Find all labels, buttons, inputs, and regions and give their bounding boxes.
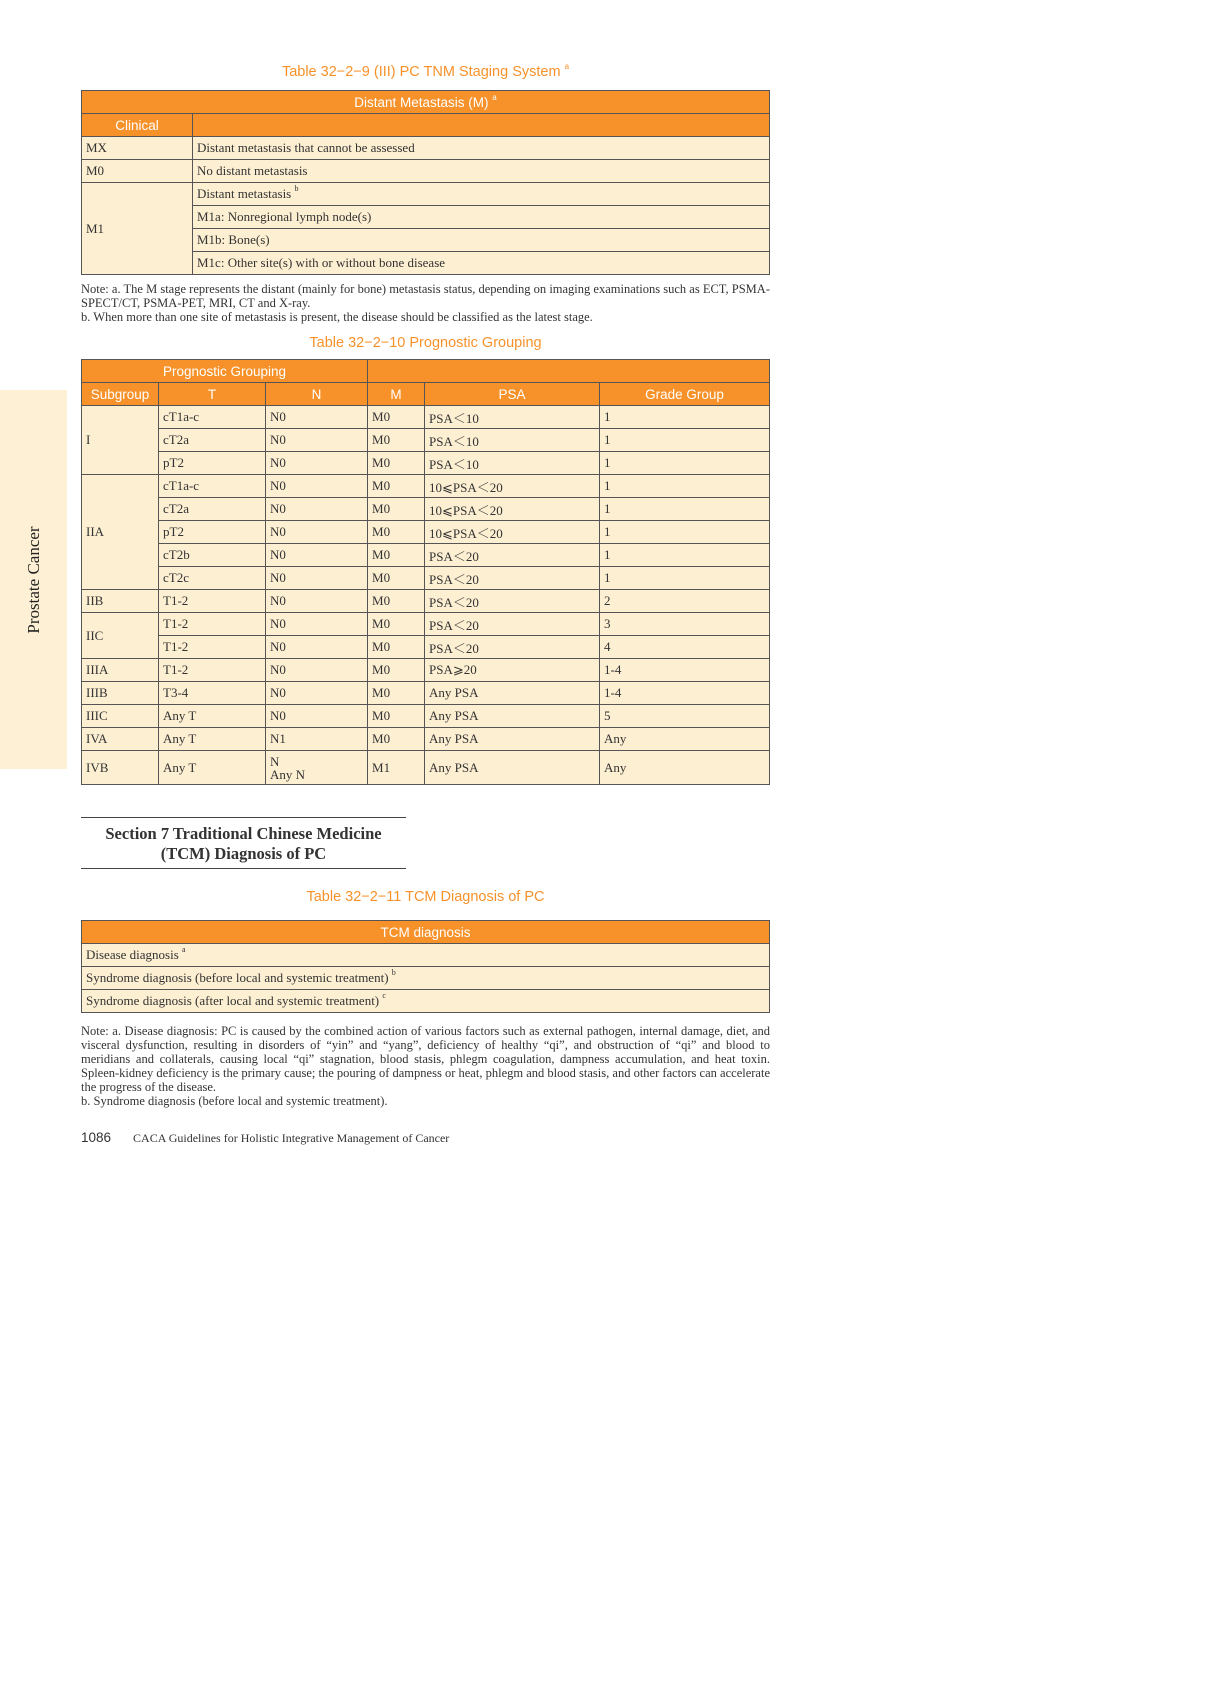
- grade-cell: Any: [600, 751, 770, 785]
- grade-cell: 1: [600, 498, 770, 521]
- footnote-sup: c: [382, 991, 386, 1000]
- n-cell: N0: [266, 590, 368, 613]
- section-heading-line1: Section 7 Traditional Chinese Medicine: [105, 824, 382, 843]
- chapter-side-tab-label: Prostate Cancer: [23, 525, 43, 634]
- description-cell: No distant metastasis: [193, 160, 770, 183]
- stage-cell: M0: [82, 160, 193, 183]
- column-header: M: [368, 383, 425, 406]
- table-row: [82, 705, 770, 728]
- grade-cell: 1: [600, 521, 770, 544]
- table-row: [82, 728, 770, 751]
- grade-cell: 1: [600, 475, 770, 498]
- n-cell: N0: [266, 452, 368, 475]
- table-row: [82, 990, 770, 1013]
- table-row: [82, 429, 770, 452]
- m-cell: M0: [368, 452, 425, 475]
- table-row: [82, 452, 770, 475]
- chapter-side-tab: [0, 390, 67, 769]
- diagnosis-cell: [82, 990, 770, 1013]
- tcm-diagnosis-table: [81, 920, 770, 1013]
- table-row: [82, 406, 770, 429]
- grade-cell: 1-4: [600, 682, 770, 705]
- m-cell: M0: [368, 521, 425, 544]
- subgroup-cell: I: [82, 406, 159, 475]
- substage-cell: M1c: Other site(s) with or without bone disease: [193, 252, 770, 275]
- table-row: [82, 160, 770, 183]
- grade-cell: 3: [600, 613, 770, 636]
- t-cell: pT2: [159, 521, 266, 544]
- column-header: Grade Group: [600, 383, 770, 406]
- table3-note-a: Note: a. Disease diagnosis: PC is caused by the combined action of various factors such as external pathogen, internal damage, diet, and visceral dysfunction, resulting in disorders of “yin” and “yang”, deficiency of healthy “qi”, and obstruction of “qi” and blood to meridians and collaterals, causing local “qi” stagnation, blood stasis, phlegm coagulation, dampness accumulation, and heat toxin. Spleen-kidney deficiency is the primary cause; the pouring of dampness or heat, phlegm and blood stasis, and other factors can accelerate the progress of the disease.: [81, 1024, 770, 1094]
- t-cell: T1-2: [159, 590, 266, 613]
- table1-header-sup: a: [492, 92, 497, 102]
- table-row: [82, 475, 770, 498]
- psa-cell: PSA＜10: [425, 452, 600, 475]
- table-row: [82, 590, 770, 613]
- m-cell: M0: [368, 590, 425, 613]
- column-header: PSA: [425, 383, 600, 406]
- t-cell: cT2a: [159, 498, 266, 521]
- subgroup-cell: IIC: [82, 613, 159, 659]
- t-cell: T1-2: [159, 636, 266, 659]
- t-cell: T1-2: [159, 659, 266, 682]
- t-cell: Any T: [159, 751, 266, 785]
- subgroup-cell: IIIB: [82, 682, 159, 705]
- table1-title-text: Table 32−2−9 (III) PC TNM Staging System: [281, 64, 561, 80]
- psa-cell: PSA＜20: [425, 567, 600, 590]
- psa-cell: 10⩽PSA＜20: [425, 498, 600, 521]
- subgroup-cell: IVA: [82, 728, 159, 751]
- table1-title: [81, 64, 770, 80]
- grade-cell: 1: [600, 544, 770, 567]
- m-cell: M0: [368, 636, 425, 659]
- m-cell: M0: [368, 406, 425, 429]
- t-cell: cT2a: [159, 429, 266, 452]
- grade-cell: Any: [600, 728, 770, 751]
- grade-cell: 1: [600, 429, 770, 452]
- stage-cell: MX: [82, 137, 193, 160]
- table1-notes: [81, 282, 770, 324]
- n-cell: N0: [266, 475, 368, 498]
- grade-cell: 1: [600, 567, 770, 590]
- subgroup-cell: IIA: [82, 475, 159, 590]
- m-cell: M0: [368, 544, 425, 567]
- grade-cell: 2: [600, 590, 770, 613]
- table3-note-b: b. Syndrome diagnosis (before local and systemic treatment).: [81, 1094, 388, 1108]
- table-row: [82, 544, 770, 567]
- psa-cell: PSA⩾20: [425, 659, 600, 682]
- diagnosis-text: Syndrome diagnosis (before local and systemic treatment): [86, 970, 389, 985]
- m-cell: M0: [368, 567, 425, 590]
- m-cell: M1: [368, 751, 425, 785]
- table2-title: Table 32−2−10 Prognostic Grouping: [309, 335, 542, 351]
- psa-cell: Any PSA: [425, 751, 600, 785]
- footnote-sup: b: [391, 968, 396, 977]
- table1-header: [82, 91, 770, 114]
- n-cell: N0: [266, 659, 368, 682]
- table3-title: Table 32−2−11 TCM Diagnosis of PC: [306, 889, 545, 905]
- psa-cell: Any PSA: [425, 728, 600, 751]
- n-cell: N0: [266, 705, 368, 728]
- table-row: [82, 636, 770, 659]
- table-row: [82, 567, 770, 590]
- psa-cell: PSA＜20: [425, 544, 600, 567]
- m-cell: M0: [368, 728, 425, 751]
- page-footer: [81, 1130, 449, 1146]
- group-header-empty: [368, 360, 770, 383]
- psa-cell: PSA＜10: [425, 406, 600, 429]
- t-cell: Any T: [159, 705, 266, 728]
- n-line: N: [270, 753, 280, 769]
- table-row: [82, 137, 770, 160]
- psa-cell: 10⩽PSA＜20: [425, 521, 600, 544]
- table3-notes: [81, 1024, 770, 1108]
- table-row: [82, 967, 770, 990]
- m-cell: M0: [368, 429, 425, 452]
- n-cell: N0: [266, 521, 368, 544]
- n-cell: N1: [266, 728, 368, 751]
- column-header: Subgroup: [82, 383, 159, 406]
- t-cell: cT1a-c: [159, 475, 266, 498]
- table-row: [82, 682, 770, 705]
- m-cell: M0: [368, 705, 425, 728]
- table-row: [82, 183, 770, 206]
- col-clinical: Clinical: [82, 114, 193, 137]
- diagnosis-cell: [82, 944, 770, 967]
- subgroup-cell: IIB: [82, 590, 159, 613]
- page-number: 1086: [81, 1130, 112, 1145]
- psa-cell: PSA＜20: [425, 590, 600, 613]
- grade-cell: 1: [600, 452, 770, 475]
- subgroup-cell: IIIA: [82, 659, 159, 682]
- footnote-sup: b: [294, 184, 299, 193]
- table1-note-b: b. When more than one site of metastasis is present, the disease should be classified as the latest stage.: [81, 310, 593, 324]
- prognostic-grouping-table: [81, 359, 770, 785]
- t-cell: cT1a-c: [159, 406, 266, 429]
- grade-cell: 1: [600, 406, 770, 429]
- footnote-sup: a: [182, 945, 186, 954]
- psa-cell: Any PSA: [425, 682, 600, 705]
- section-heading-line2: (TCM) Diagnosis of PC: [160, 844, 327, 863]
- n-cell: N0: [266, 406, 368, 429]
- table-row: [82, 751, 770, 785]
- tnm-m-table: [81, 90, 770, 275]
- table-row: [82, 659, 770, 682]
- book-title: CACA Guidelines for Holistic Integrative Management of Cancer: [133, 1131, 450, 1145]
- n-cell: N0: [266, 636, 368, 659]
- m-cell: M0: [368, 475, 425, 498]
- subgroup-cell: IIIC: [82, 705, 159, 728]
- t-cell: T1-2: [159, 613, 266, 636]
- t-cell: cT2c: [159, 567, 266, 590]
- m-cell: M0: [368, 682, 425, 705]
- psa-cell: Any PSA: [425, 705, 600, 728]
- table1-note-a: Note: a. The M stage represents the distant (mainly for bone) metastasis status, depending on imaging examinations such as ECT, PSMA-SPECT/CT, PSMA-PET, MRI, CT and X-ray.: [81, 282, 770, 310]
- subgroup-cell: IVB: [82, 751, 159, 785]
- substage-cell: M1b: Bone(s): [193, 229, 770, 252]
- section-heading: [81, 817, 406, 869]
- table-row: [82, 613, 770, 636]
- n-line: Any N: [270, 766, 306, 782]
- diagnosis-text: Syndrome diagnosis (after local and systemic treatment): [86, 993, 380, 1008]
- n-cell: N0: [266, 682, 368, 705]
- table-row: [82, 521, 770, 544]
- grade-cell: 4: [600, 636, 770, 659]
- psa-cell: PSA＜10: [425, 429, 600, 452]
- n-cell: N0: [266, 544, 368, 567]
- t-cell: pT2: [159, 452, 266, 475]
- table3-header: TCM diagnosis: [82, 921, 770, 944]
- diagnosis-text: Disease diagnosis: [86, 947, 179, 962]
- n-cell: N0: [266, 498, 368, 521]
- table1-title-sup: a: [564, 62, 570, 71]
- col-empty: [193, 114, 770, 137]
- column-header: N: [266, 383, 368, 406]
- column-header: T: [159, 383, 266, 406]
- description-cell: Distant metastasis that cannot be assessed: [193, 137, 770, 160]
- m-cell: M0: [368, 613, 425, 636]
- n-cell: N0: [266, 429, 368, 452]
- table-row: [82, 944, 770, 967]
- t-cell: cT2b: [159, 544, 266, 567]
- description-cell: [193, 183, 770, 206]
- psa-cell: PSA＜20: [425, 636, 600, 659]
- group-header: Prognostic Grouping: [82, 360, 368, 383]
- t-cell: Any T: [159, 728, 266, 751]
- diagnosis-cell: [82, 967, 770, 990]
- t-cell: T3-4: [159, 682, 266, 705]
- m-cell: M0: [368, 659, 425, 682]
- n-cell: N0: [266, 613, 368, 636]
- stage-cell: M1: [82, 183, 193, 275]
- m-cell: M0: [368, 498, 425, 521]
- table-row: [82, 498, 770, 521]
- psa-cell: PSA＜20: [425, 613, 600, 636]
- psa-cell: 10⩽PSA＜20: [425, 475, 600, 498]
- grade-cell: 1-4: [600, 659, 770, 682]
- n-cell: [266, 751, 368, 785]
- table1-header-text: Distant Metastasis (M): [354, 94, 489, 110]
- n-cell: N0: [266, 567, 368, 590]
- substage-cell: M1a: Nonregional lymph node(s): [193, 206, 770, 229]
- description-text: Distant metastasis: [197, 186, 292, 201]
- grade-cell: 5: [600, 705, 770, 728]
